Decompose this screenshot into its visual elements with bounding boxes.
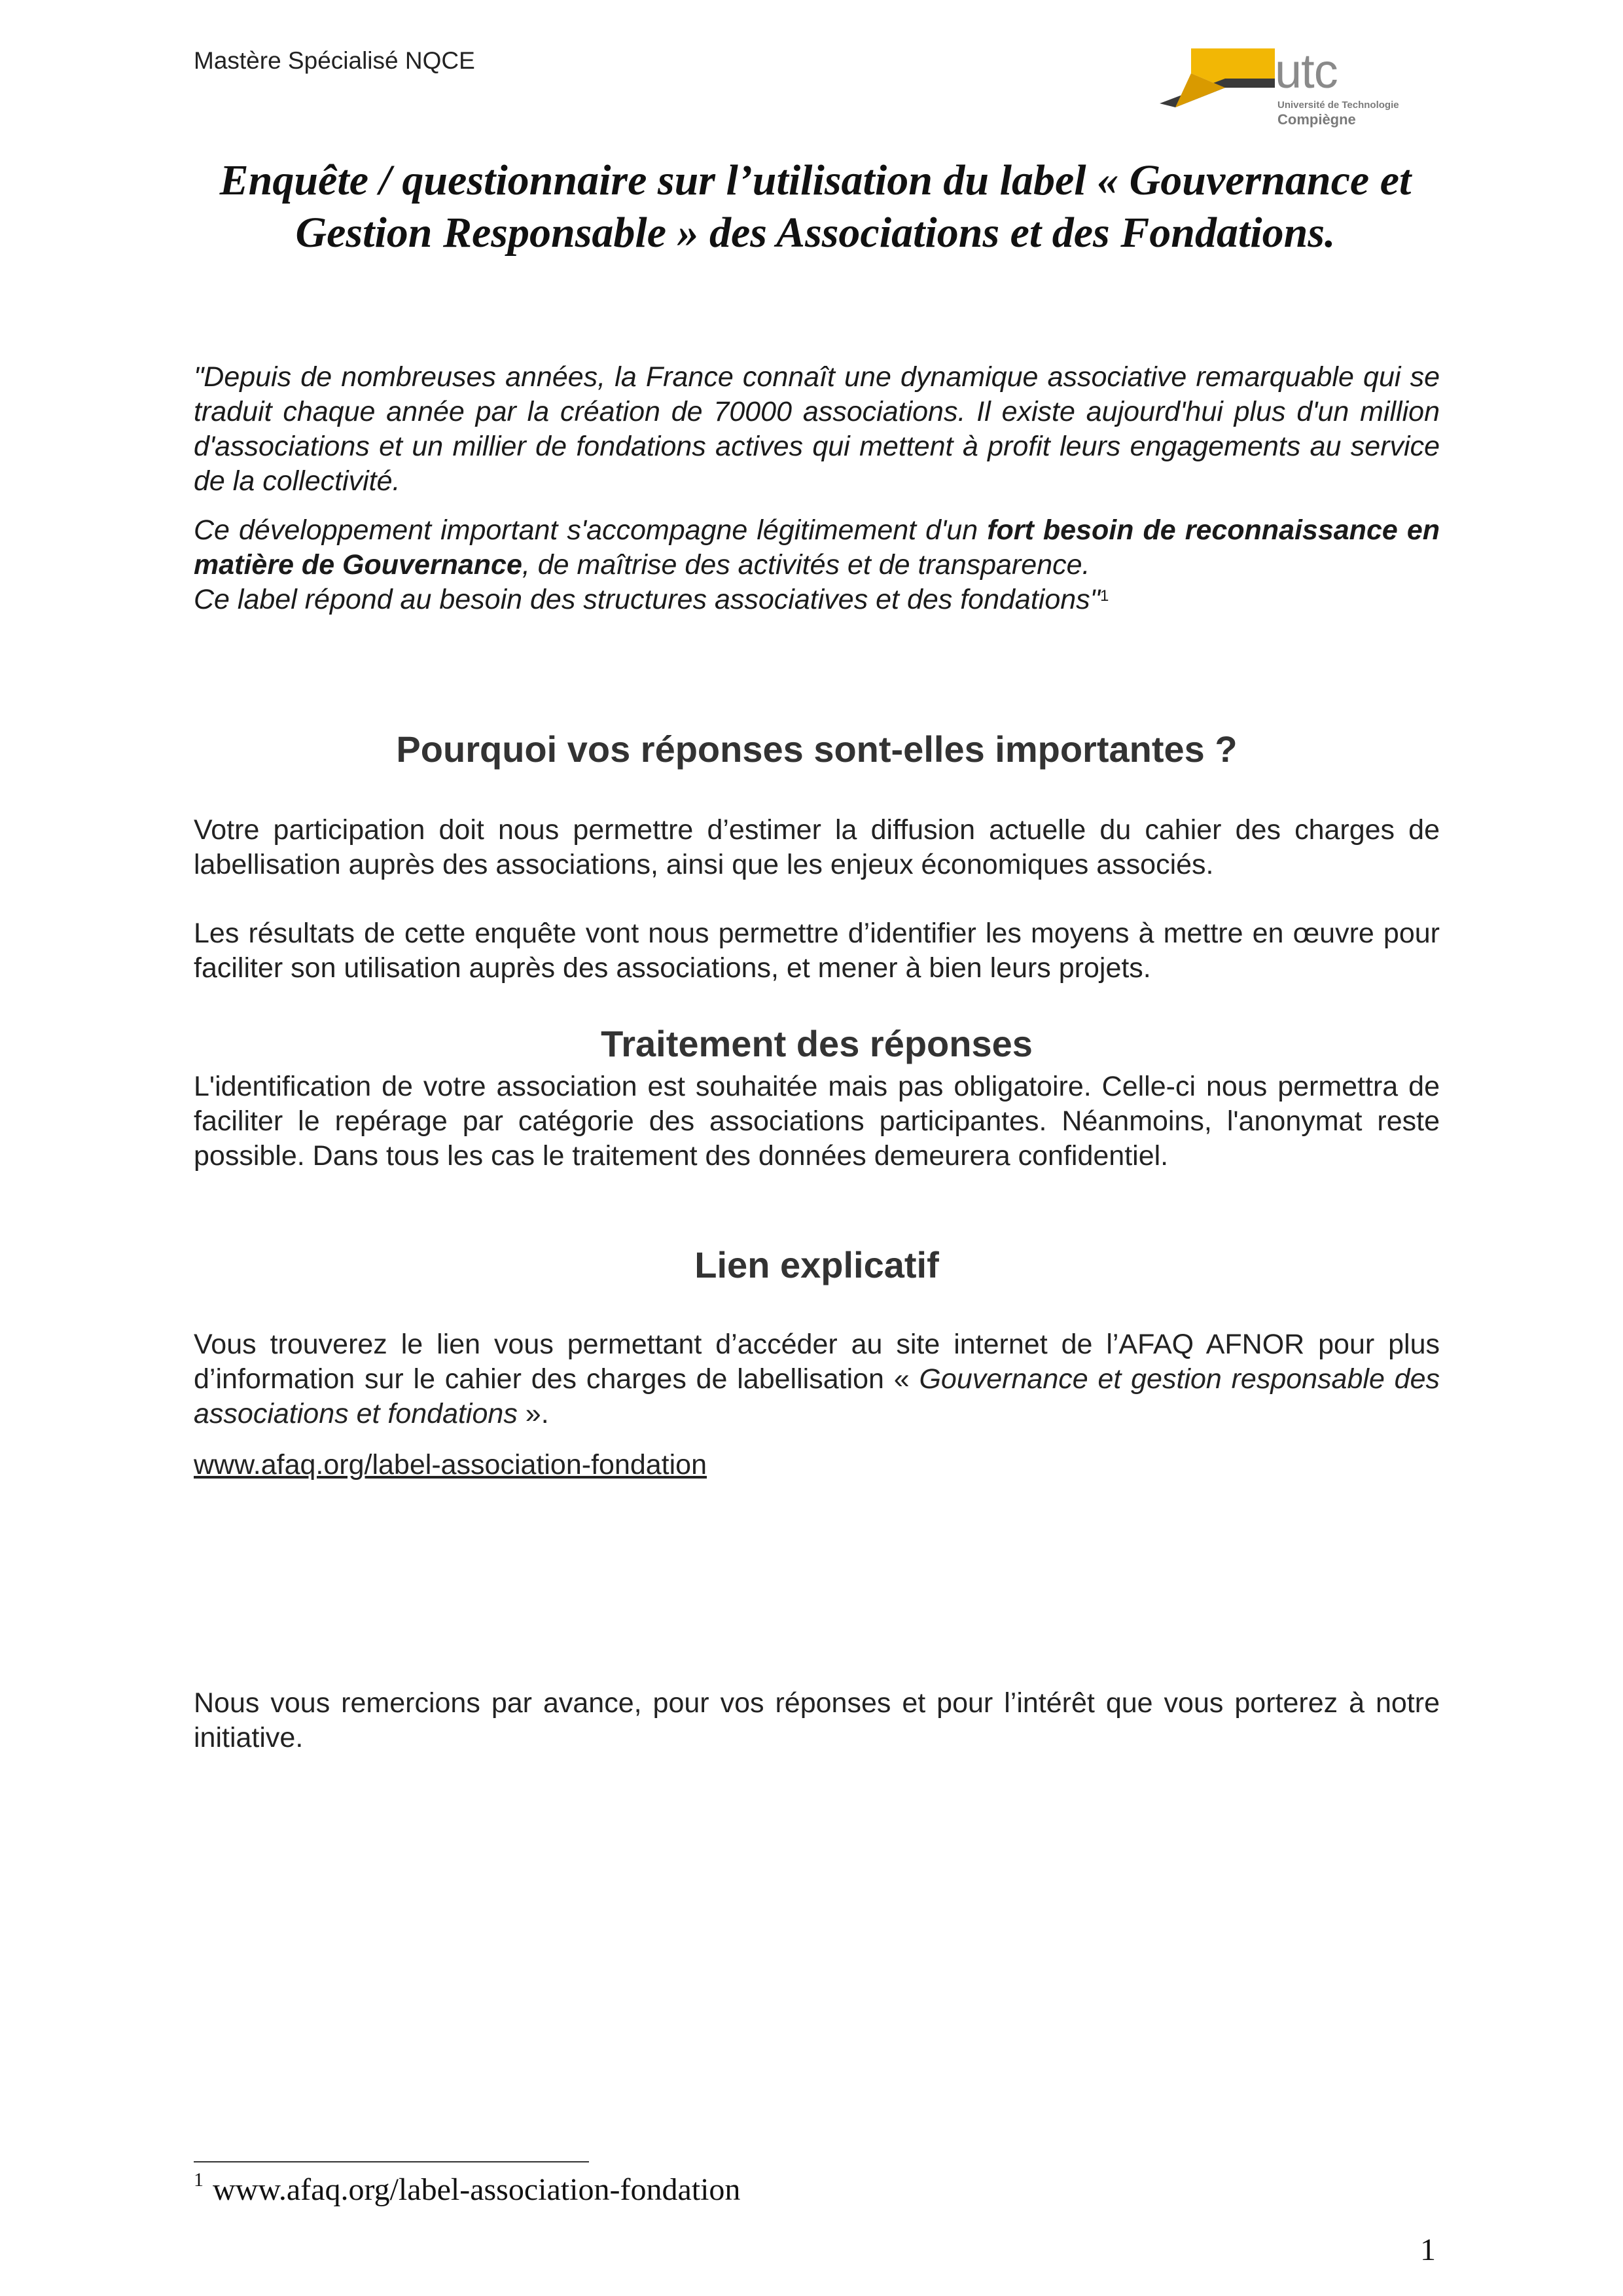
- section-heading-link: Lien explicatif: [694, 1244, 939, 1285]
- quote-p2-start: Ce développement important s'accompagne légitimement d'un: [194, 514, 988, 546]
- intro-quote: [194, 360, 1440, 617]
- footnote-number: 1: [194, 2169, 204, 2191]
- footnote: [194, 2169, 741, 2208]
- title-line-2: Gestion Responsable » des Associations et des Fondations.: [295, 209, 1336, 257]
- closing-paragraph: Nous vous remercions par avance, pour vos réponses et pour l’intérêt que vous porterez à notre initiative.: [194, 1687, 1440, 1753]
- afaq-link-paragraph: [194, 1448, 1440, 1482]
- logo-subtitle-line2: Compiègne: [1277, 111, 1356, 128]
- logo-wordmark: utc: [1275, 44, 1338, 98]
- quote-p3-text: Ce label répond au besoin des structures associatives et des fondations": [194, 584, 1100, 615]
- utc-logo-mark-icon: [1160, 39, 1277, 118]
- section1-paragraph-2: Les résultats de cette enquête vont nous permettre d’identifier les moyens à mettre en œuvre pour faciliter son utilisation auprès des associations, et mener à bien leurs projets.: [194, 918, 1440, 984]
- utc-logo: [1160, 39, 1421, 144]
- page-number: 1: [1420, 2233, 1436, 2267]
- quote-paragraph-1: "Depuis de nombreuses années, la France connaît une dynamique associative remarquable qui se traduit chaque année par la création de 70000 associations. Il existe aujourd'hui plus d'un million d'associations et un millier de fondations actives qui mettent à profit leurs engagements au service de la collectivité.: [194, 361, 1440, 497]
- quote-paragraph-3: [194, 583, 1440, 617]
- section3-p1-italic: Gouvernance et gestion responsable des associations et fondations: [194, 1363, 1440, 1429]
- logo-subtitle-line1: Université de Technologie: [1277, 99, 1399, 111]
- quote-paragraph-2: [194, 513, 1440, 583]
- quote-p2-end: , de maîtrise des activités et de transparence.: [522, 549, 1090, 581]
- section2-paragraph-1: L'identification de votre association est souhaitée mais pas obligatoire. Celle-ci nous permettra de faciliter le repérage par catégorie des associations participantes. Néanmoins, l'anonymat reste possible. Dans tous les cas le traitement des données demeurera confidentiel.: [194, 1071, 1440, 1172]
- quote-p2-emphasis: fort besoin de reconnaissance en matière de Gouvernance: [194, 514, 1440, 581]
- section1-paragraph-1: Votre participation doit nous permettre d’estimer la diffusion actuelle du cahier des charges de labellisation auprès des associations, ainsi que les enjeux économiques associés.: [194, 814, 1440, 880]
- section3-paragraph-1: [194, 1327, 1440, 1431]
- section3-p1-start: Vous trouverez le lien vous permettant d’accéder au site internet de l’AFAQ AFNOR pour plus d’information sur le cahier des charges de labellisation «: [194, 1329, 1440, 1395]
- program-name: Mastère Spécialisé NQCE: [194, 47, 475, 74]
- afaq-link[interactable]: www.afaq.org/label-association-fondation: [194, 1449, 707, 1480]
- section-heading-importance: Pourquoi vos réponses sont-elles importantes ?: [396, 728, 1238, 770]
- section-heading-processing: Traitement des réponses: [601, 1023, 1033, 1064]
- section3-p1-end: ».: [517, 1398, 549, 1429]
- footnote-text: www.afaq.org/label-association-fondation: [213, 2172, 741, 2207]
- title-line-1: Enquête / questionnaire sur l’utilisation du label « Gouvernance et: [219, 156, 1412, 204]
- footnote-divider: [194, 2161, 589, 2162]
- footnote-reference[interactable]: 1: [1099, 587, 1109, 605]
- document-title: [194, 154, 1437, 259]
